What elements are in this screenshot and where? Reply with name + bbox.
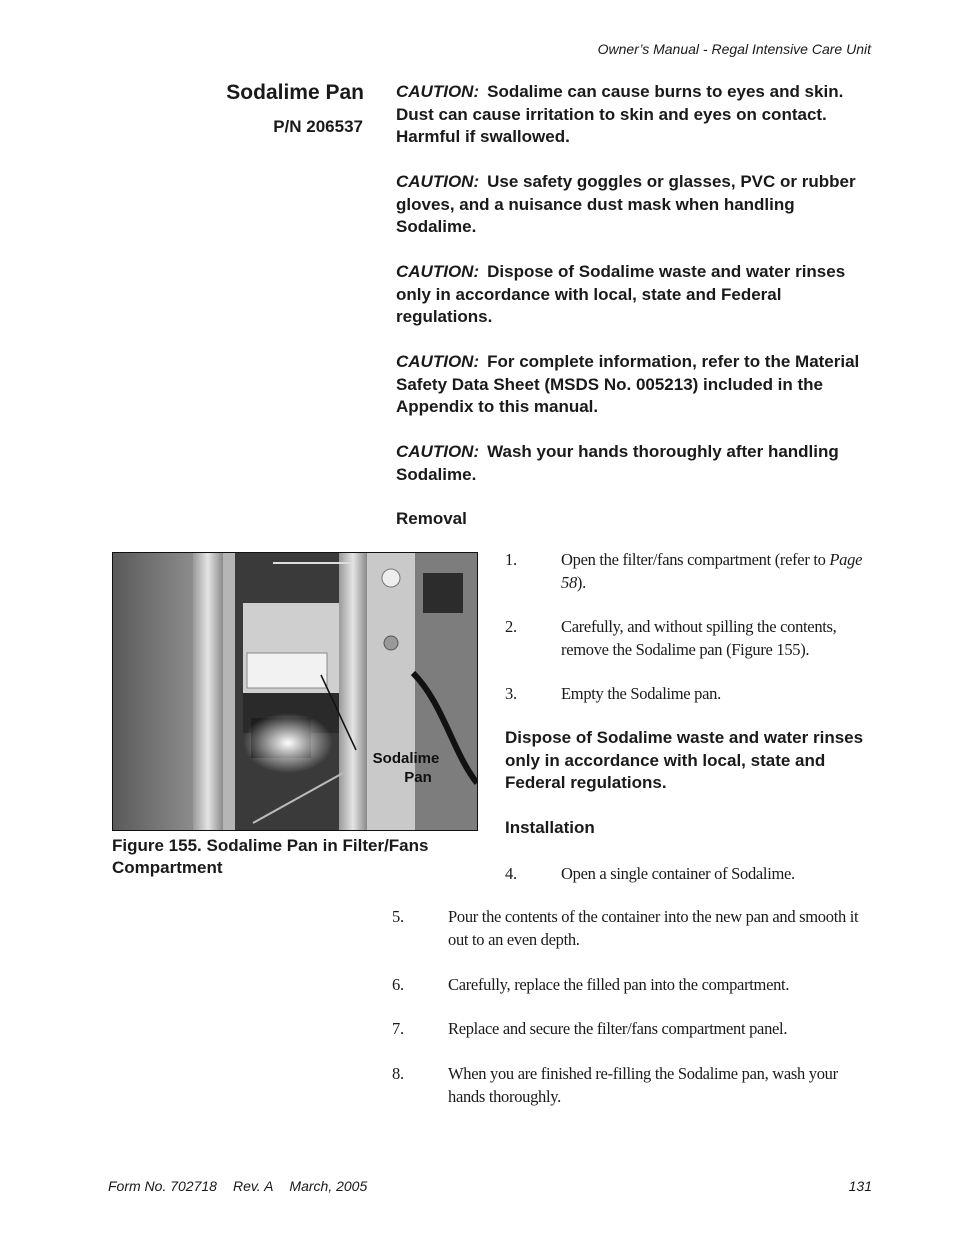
caution-label: CAUTION: bbox=[396, 82, 480, 101]
step-text: Carefully, replace the filled pan into the compartment. bbox=[448, 975, 790, 994]
caution-block-4 bbox=[396, 351, 866, 419]
removal-heading: Removal bbox=[396, 509, 467, 528]
step-text: Pour the contents of the container into the new pan and smooth it out to an even depth. bbox=[448, 907, 859, 949]
figure-callout-label: Sodalime Pan bbox=[372, 750, 440, 786]
dispose-note: Dispose of Sodalime waste and water rinses only in accordance with local, state and Federal regulations. bbox=[505, 728, 864, 792]
caution-label: CAUTION: bbox=[396, 172, 480, 191]
step-text: Replace and secure the filter/fans compartment panel. bbox=[448, 1019, 788, 1038]
page-number: 131 bbox=[848, 1178, 872, 1194]
step-number: 7. bbox=[392, 1019, 404, 1038]
caution-block-2 bbox=[396, 171, 866, 239]
step-text: Open the filter/fans compartment (refer to Page 58). bbox=[561, 550, 863, 592]
step-number: 8. bbox=[392, 1064, 404, 1083]
running-header: Owner’s Manual - Regal Intensive Care Unit bbox=[597, 41, 871, 57]
section-title: Sodalime Pan bbox=[226, 81, 364, 104]
caution-block-5 bbox=[396, 441, 866, 486]
step-number: 6. bbox=[392, 975, 404, 994]
figure-caption: Figure 155. Sodalime Pan in Filter/Fans Compartment bbox=[112, 836, 429, 877]
caution-text: Dispose of Sodalime waste and water rinses only in accordance with local, state and Federal regulations. bbox=[396, 262, 846, 326]
part-number: P/N 206537 bbox=[273, 117, 363, 136]
caution-text: Sodalime can cause burns to eyes and skin. Dust can cause irritation to skin and eyes on contact. Harmful if swallowed. bbox=[396, 82, 844, 146]
caution-label: CAUTION: bbox=[396, 352, 480, 371]
step-text: When you are finished re-filling the Sodalime pan, wash your hands thoroughly. bbox=[448, 1064, 838, 1106]
step-number: 1. bbox=[505, 550, 517, 569]
caution-label: CAUTION: bbox=[396, 262, 480, 281]
compartment-photo-illustration bbox=[113, 553, 477, 830]
step-text: Carefully, and without spilling the contents, remove the Sodalime pan (Figure 155). bbox=[561, 617, 837, 659]
figure-photo bbox=[112, 552, 478, 831]
step-number: 2. bbox=[505, 617, 517, 636]
caution-label: CAUTION: bbox=[396, 442, 480, 461]
caution-text: Use safety goggles or glasses, PVC or rubber gloves, and a nuisance dust mask when handling Sodalime. bbox=[396, 172, 856, 236]
step-text: Empty the Sodalime pan. bbox=[561, 684, 721, 703]
step-number: 4. bbox=[505, 864, 517, 883]
caution-block-1 bbox=[396, 81, 866, 149]
installation-heading: Installation bbox=[505, 818, 595, 837]
step-text: Open a single container of Sodalime. bbox=[561, 864, 795, 883]
page-reference: Page 58 bbox=[561, 550, 863, 592]
revision: Rev. A bbox=[232, 1178, 274, 1194]
caution-block-3 bbox=[396, 261, 866, 329]
date: March, 2005 bbox=[289, 1178, 368, 1194]
caution-text: Wash your hands thoroughly after handling Sodalime. bbox=[396, 442, 839, 484]
form-number: Form No. 702718 bbox=[108, 1178, 217, 1194]
step-number: 5. bbox=[392, 907, 404, 926]
step-number: 3. bbox=[505, 684, 517, 703]
footer-form-info bbox=[108, 1178, 383, 1194]
caution-text: For complete information, refer to the Material Safety Data Sheet (MSDS No. 005213) included in the Appendix to this manual. bbox=[396, 352, 860, 416]
